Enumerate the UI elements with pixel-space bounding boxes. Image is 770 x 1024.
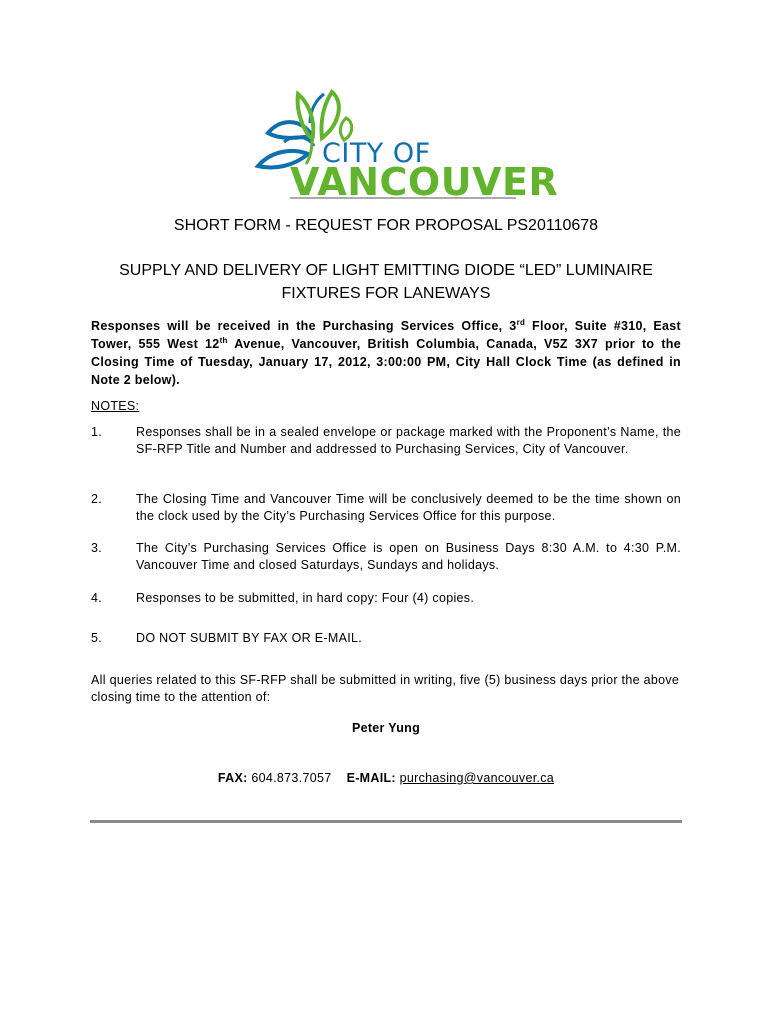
- note-text: The City’s Purchasing Services Office is open on Business Days 8:30 A.M. to 4:30 P.M. Vancouver Time and closed Saturdays, Sundays and holidays.: [136, 541, 681, 572]
- note-number: 1.: [91, 425, 103, 439]
- note-text: DO NOT SUBMIT BY FAX OR E-MAIL.: [136, 631, 363, 645]
- note-number: 4.: [91, 591, 103, 605]
- note-number: 3.: [91, 541, 103, 555]
- intro-text-2: Floor, Suite #310, East Tower, 555 West 12: [91, 319, 681, 351]
- fax-label: FAX:: [217, 771, 248, 785]
- document-subtitle: [91, 259, 681, 305]
- queries-paragraph: All queries related to this SF-RFP shall be submitted in writing, five (5) business days prior the above closing time to the attention of:: [91, 673, 680, 704]
- intro-text-3: Avenue, Vancouver, British Columbia, Canada, V5Z 3X7 prior to the Closing Time of Tuesday, January 17, 2012, 3:00:00 PM, City Hall Clock Time (as defined in Note 2 below).: [91, 337, 681, 387]
- subtitle-line-2: FIXTURES FOR LANEWAYS: [281, 285, 491, 302]
- note-text: Responses to be submitted, in hard copy: Four (4) copies.: [136, 591, 475, 605]
- subtitle-line-1: SUPPLY AND DELIVERY OF LIGHT EMITTING DIODE “LED” LUMINAIRE: [119, 262, 653, 279]
- note-text: The Closing Time and Vancouver Time will be conclusively deemed to be the time shown on the clock used by the City’s Purchasing Services Office for this purpose.: [136, 492, 681, 523]
- bottom-divider: [90, 820, 682, 823]
- note-text: Responses shall be in a sealed envelope or package marked with the Proponent’s Name, the SF-RFP Title and Number and addressed to Purchasing Services, City of Vancouver.: [136, 425, 681, 456]
- intro-sup-1: rd: [516, 317, 526, 327]
- contact-name: Peter Yung: [351, 721, 421, 735]
- intro-text-1: Responses will be received in the Purchasing Services Office, 3: [91, 319, 517, 333]
- notes-heading: NOTES:: [91, 399, 140, 413]
- contact-line: [91, 771, 681, 785]
- email-label: E-MAIL:: [346, 771, 396, 785]
- fax-number: 604.873.7057: [251, 771, 332, 785]
- email-link[interactable]: purchasing@vancouver.ca: [399, 771, 555, 785]
- intro-paragraph: [91, 317, 681, 389]
- logo-vancouver: VANCOUVER: [290, 160, 559, 204]
- note-number: 5.: [91, 631, 103, 645]
- city-of-vancouver-logo: [250, 88, 559, 204]
- document-title: SHORT FORM - REQUEST FOR PROPOSAL PS20110678: [173, 217, 599, 234]
- note-number: 2.: [91, 492, 103, 506]
- intro-sup-2: th: [219, 335, 228, 345]
- logo-city-of: CITY OF: [322, 138, 431, 169]
